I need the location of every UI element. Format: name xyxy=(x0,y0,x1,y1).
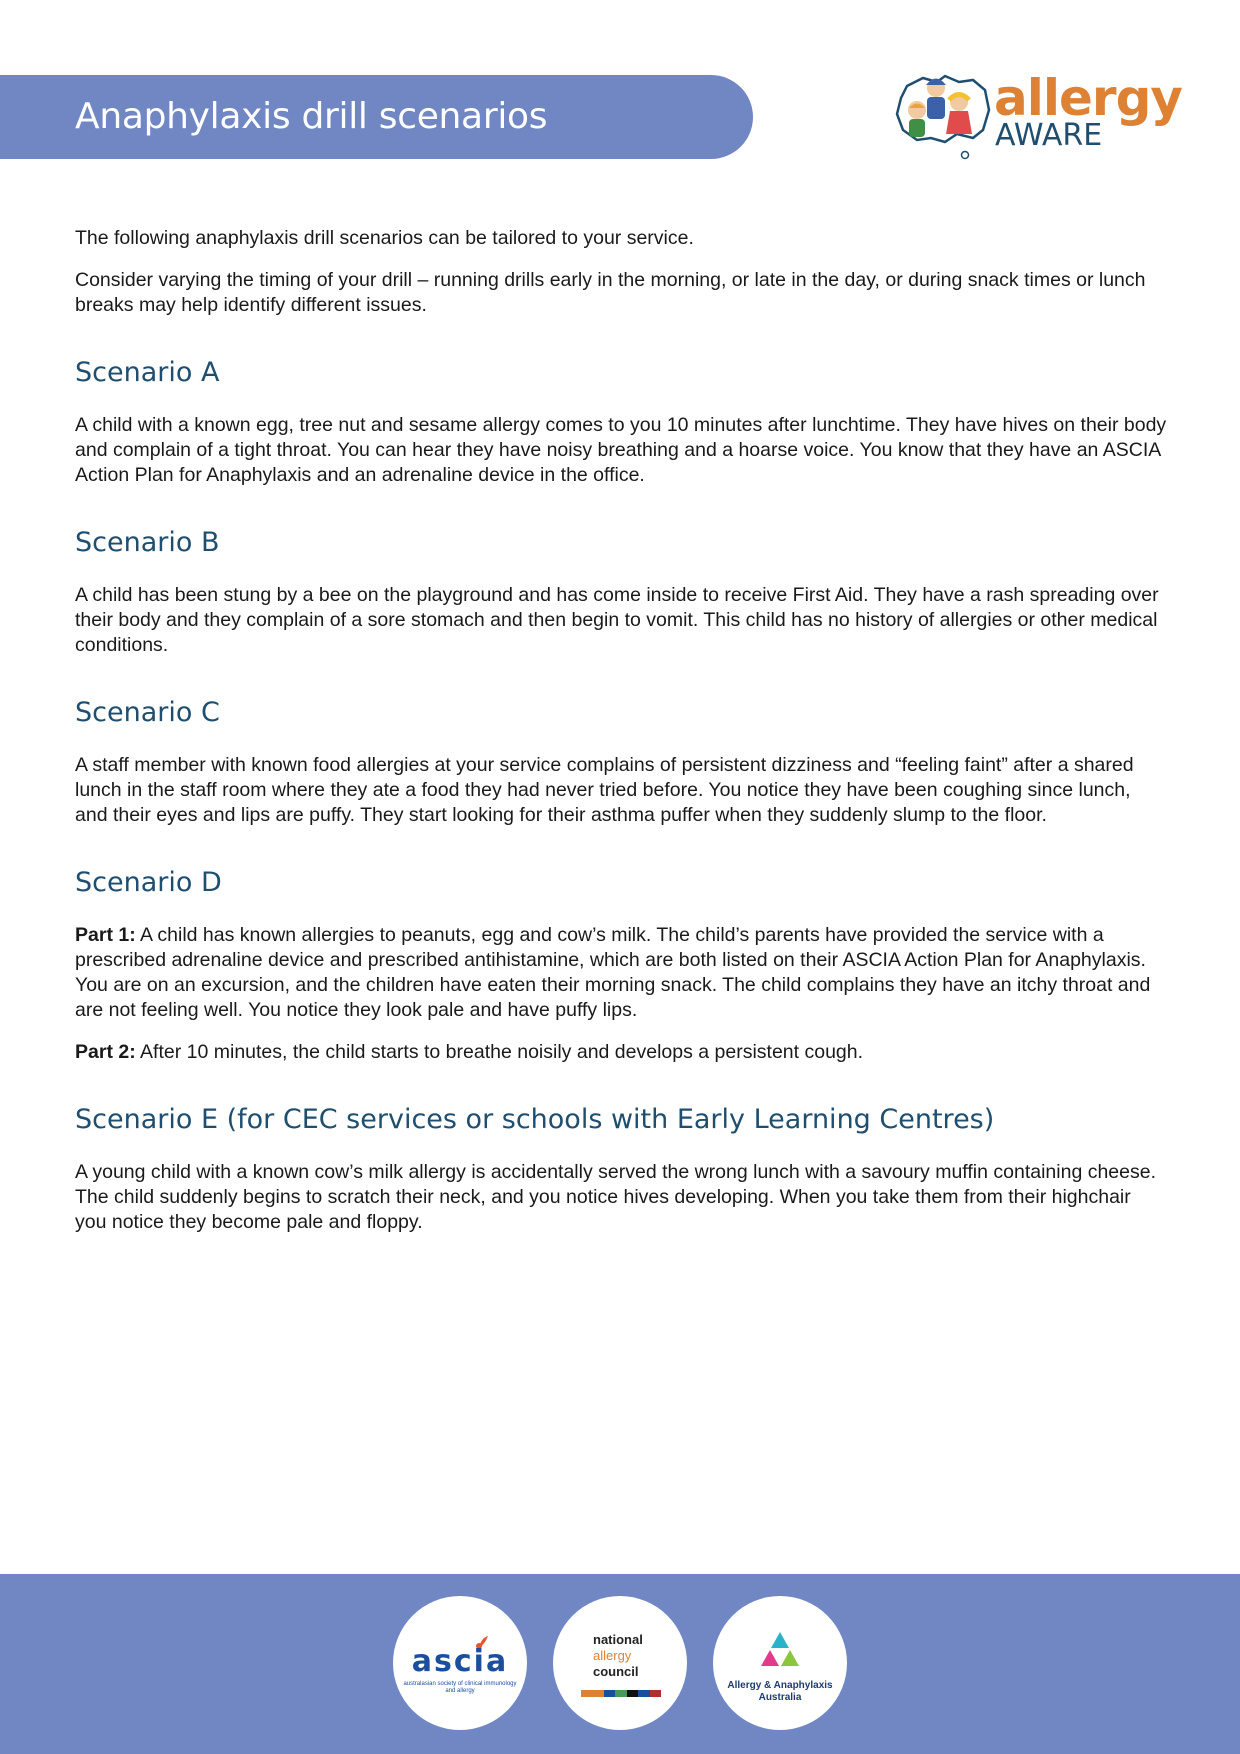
ascia-subtitle: australasian society of clinical immunology and allergy xyxy=(403,1681,517,1694)
part-text: A child has known allergies to peanuts, egg and cow’s milk. The child’s parents have provided the service with a prescribed adrenaline device and prescribed antihistamine, which are both listed on their ASCIA Action Plan for Anaphylaxis. You are on an excursion, and the children have eaten their morning snack. The child complains they have an itchy throat and are not feeling well. You notice they look pale and have puffy lips. xyxy=(75,924,1151,1021)
scenario-a xyxy=(75,356,1167,488)
ascia-logo xyxy=(393,1596,527,1730)
scenario-text: A young child with a known cow’s milk allergy is accidentally served the wrong lunch with a savoury muffin containing cheese. The child suddenly begins to scratch their neck, and you notice hives developing. When you take them from their highchair you notice they become pale and floppy. xyxy=(75,1161,1157,1233)
ascia-wordmark: ascia xyxy=(411,1644,509,1679)
national-allergy-council-logo xyxy=(553,1596,687,1730)
scenario-heading: Scenario A xyxy=(75,357,220,388)
scenario-heading: Scenario E (for CEC services or schools with Early Learning Centres) xyxy=(75,1104,995,1135)
scenario-text: A child with a known egg, tree nut and sesame allergy comes to you 10 minutes after lunchtime. They have hives on their body and complain of a tight throat. You can hear they have noisy breathing and a hoarse voice. You know that they have an ASCIA Action Plan for Anaphylaxis and an adrenaline device in the office. xyxy=(75,414,1167,486)
nac-line: council xyxy=(593,1664,639,1679)
scenario-b xyxy=(75,526,1167,658)
logo-word-aware: AWARE xyxy=(995,118,1103,153)
page-title: Anaphylaxis drill scenarios xyxy=(75,96,548,137)
nac-line: national xyxy=(593,1632,643,1647)
scenario-heading: Scenario C xyxy=(75,697,220,728)
part-label: Part 1: xyxy=(75,924,136,946)
main-content xyxy=(75,226,1167,1273)
australia-children-icon xyxy=(893,72,993,164)
nac-wordmark xyxy=(593,1632,643,1680)
header-band xyxy=(0,75,753,159)
scenario-text: A child has been stung by a bee on the playground and has come inside to receive First Aid. They have a rash spreading over their body and they complain of a sore stomach and then begin to vomit. This child has no history of allergies or other medical conditions. xyxy=(75,584,1159,656)
aaa-wordmark xyxy=(713,1680,847,1704)
scenario-heading: Scenario B xyxy=(75,527,220,558)
intro-text: The following anaphylaxis drill scenarios can be tailored to your service. xyxy=(75,227,694,249)
allergy-anaphylaxis-australia-logo xyxy=(713,1596,847,1730)
scenario-part-1 xyxy=(75,923,1167,1023)
aaa-line: Allergy & Anaphylaxis xyxy=(727,1680,833,1691)
allergy-aware-logo xyxy=(893,69,1182,164)
scenario-e xyxy=(75,1103,1167,1235)
nac-line: allergy xyxy=(593,1648,632,1663)
footer-band xyxy=(0,1574,1240,1754)
scenario-c xyxy=(75,696,1167,828)
scenario-d xyxy=(75,866,1167,1065)
aaa-triangle-logo-icon xyxy=(713,1596,847,1730)
part-text: After 10 minutes, the child starts to breathe noisily and develops a persistent cough. xyxy=(135,1041,864,1063)
scenario-part-2 xyxy=(75,1040,1167,1065)
aaa-line: Australia xyxy=(758,1692,802,1703)
nac-color-bar xyxy=(581,1690,661,1697)
scenario-heading: Scenario D xyxy=(75,867,222,898)
scenario-text: A staff member with known food allergies at your service complains of persistent dizziness and “feeling faint” after a shared lunch in the staff room where they ate a food they had never tried before. You notice they have been coughing since lunch, and their eyes and lips are puffy. They start looking for their asthma puffer when they suddenly slump to the floor. xyxy=(75,754,1134,826)
part-label: Part 2: xyxy=(75,1041,136,1063)
logo-word-allergy: allergy xyxy=(994,69,1182,127)
intro-timing-text: Consider varying the timing of your drill – running drills early in the morning, or late in the day, or during snack times or lunch breaks may help identify different issues. xyxy=(75,269,1146,316)
